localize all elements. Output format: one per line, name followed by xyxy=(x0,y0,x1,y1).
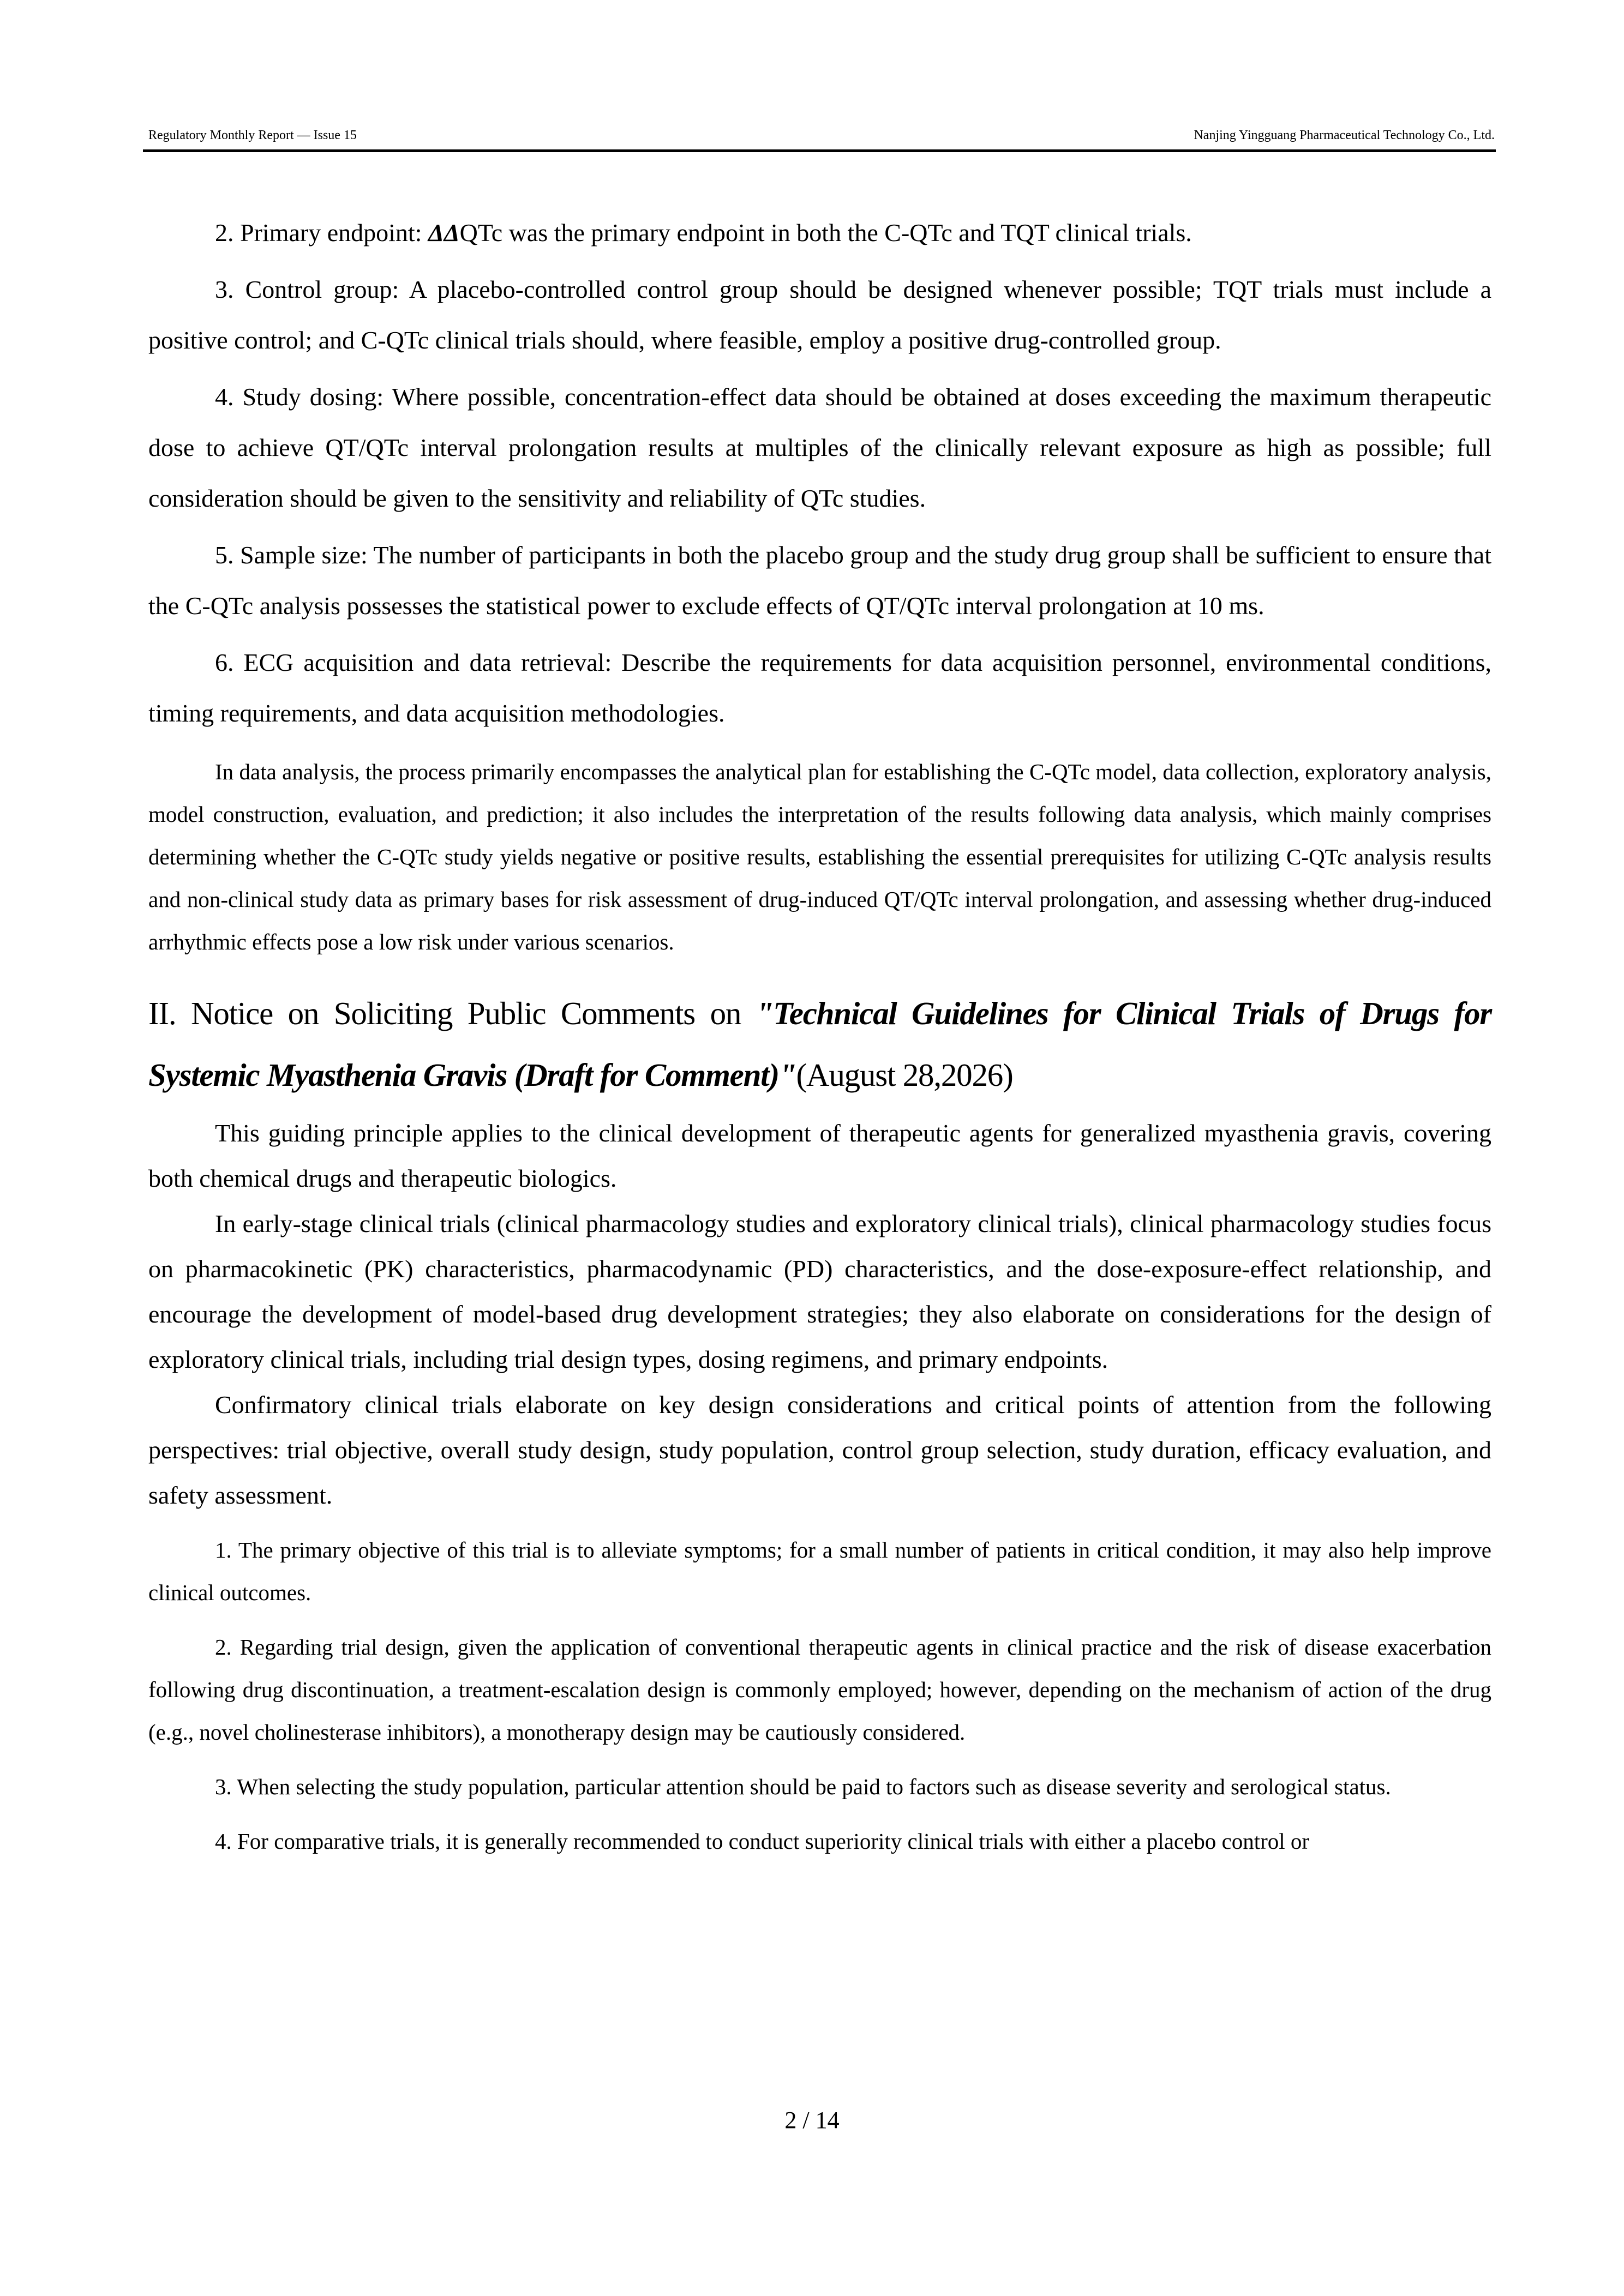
page-number: 2 / 14 xyxy=(784,2107,840,2133)
point-comparative-trials: 4. For comparative trials, it is generally recommended to conduct superiority clinical trials with either a placebo control or xyxy=(215,1829,1310,1854)
list-item-primary-endpoint xyxy=(148,207,1491,258)
list-item-text: QTc was the primary endpoint in both the C-QTc and TQT clinical trials. xyxy=(459,219,1192,247)
list-item-sample-size: 5. Sample size: The number of participants in both the placebo group and the study drug group shall be sufficient to ensure that the C-QTc analysis possesses the statistical power to exclude effects of QT/QTc interval prolongation at 10 ms. xyxy=(148,541,1491,620)
header-company-name: Nanjing Yingguang Pharmaceutical Technology Co., Ltd. xyxy=(1194,128,1495,142)
point-objective: 1. The primary objective of this trial is to alleviate symptoms; for a small number of patients in critical condition, it may also help improve clinical outcomes. xyxy=(148,1537,1491,1605)
list-item-ecg-acquisition: 6. ECG acquisition and data retrieval: Describe the requirements for data acquisition personnel, environmental conditions, timing requirements, and data acquisition methodologies. xyxy=(148,648,1491,727)
section-heading xyxy=(148,983,1491,1106)
early-stage-paragraph: In early-stage clinical trials (clinical pharmacology studies and exploratory clinical trials), clinical pharmacology studies focus on pharmacokinetic (PK) characteristics, pharmacodynamic (PD) characteristics, and the dose-exposure-effect relationship, and encourage the development of model-based drug development strategies; they also elaborate on considerations for the design of exploratory clinical trials, including trial design types, dosing regimens, and primary endpoints. xyxy=(148,1210,1491,1373)
data-analysis-paragraph: In data analysis, the process primarily encompasses the analytical plan for establishing the C-QTc model, data collection, exploratory analysis, model construction, evaluation, and prediction; it also includes the interpretation of the results following data analysis, which mainly comprises determining whether the C-QTc study yields negative or positive results, establishing the essential prerequisites for utilizing C-QTc analysis results and non-clinical study data as primary bases for risk assessment of drug-induced QT/QTc interval prolongation, and assessing whether drug-induced arrhythmic effects pose a low risk under various scenarios. xyxy=(148,759,1491,954)
running-header xyxy=(148,127,1495,149)
list-item-study-dosing: 4. Study dosing: Where possible, concentration-effect data should be obtained at doses exceeding the maximum therapeutic dose to achieve QT/QTc interval prolongation results at multiples of the clinically relevant exposure as high as possible; full consideration should be given to the sensitivity and reliability of QTc studies. xyxy=(148,383,1491,512)
list-item-prefix: 2. Primary endpoint: xyxy=(215,219,428,247)
header-divider xyxy=(143,149,1496,152)
scope-paragraph: This guiding principle applies to the clinical development of therapeutic agents for generalized myasthenia gravis, covering both chemical drugs and therapeutic biologics. xyxy=(148,1119,1491,1192)
section-heading-date: (August 28,2026) xyxy=(796,1057,1013,1093)
confirmatory-paragraph: Confirmatory clinical trials elaborate on key design considerations and critical points of attention from the following perspectives: trial objective, overall study design, study population, control group selection, study duration, efficacy evaluation, and safety assessment. xyxy=(148,1391,1491,1509)
page-body xyxy=(148,207,1491,1862)
section-heading-guideline-title: "Technical Guidelines for Clinical Trials of Drugs for Systemic Myasthenia Gravis (Draft for Comment)" xyxy=(148,995,1491,1093)
delta-delta-symbol: ΔΔ xyxy=(428,219,460,247)
point-study-population: 3. When selecting the study population, particular attention should be paid to factors such as disease severity and serological status. xyxy=(215,1774,1391,1799)
list-item-control-group: 3. Control group: A placebo-controlled control group should be designed whenever possible; TQT trials must include a positive control; and C-QTc clinical trials should, where feasible, employ a positive drug-controlled group. xyxy=(148,275,1491,354)
section-heading-prefix: II. Notice on Soliciting Public Comments on xyxy=(148,995,756,1031)
header-report-title: Regulatory Monthly Report — Issue 15 xyxy=(148,128,357,142)
point-trial-design: 2. Regarding trial design, given the application of conventional therapeutic agents in clinical practice and the risk of disease exacerbation following drug discontinuation, a treatment-escalation design is commonly employed; however, depending on the mechanism of action of the drug (e.g., novel cholinesterase inhibitors), a monotherapy design may be cautiously considered. xyxy=(148,1634,1491,1745)
